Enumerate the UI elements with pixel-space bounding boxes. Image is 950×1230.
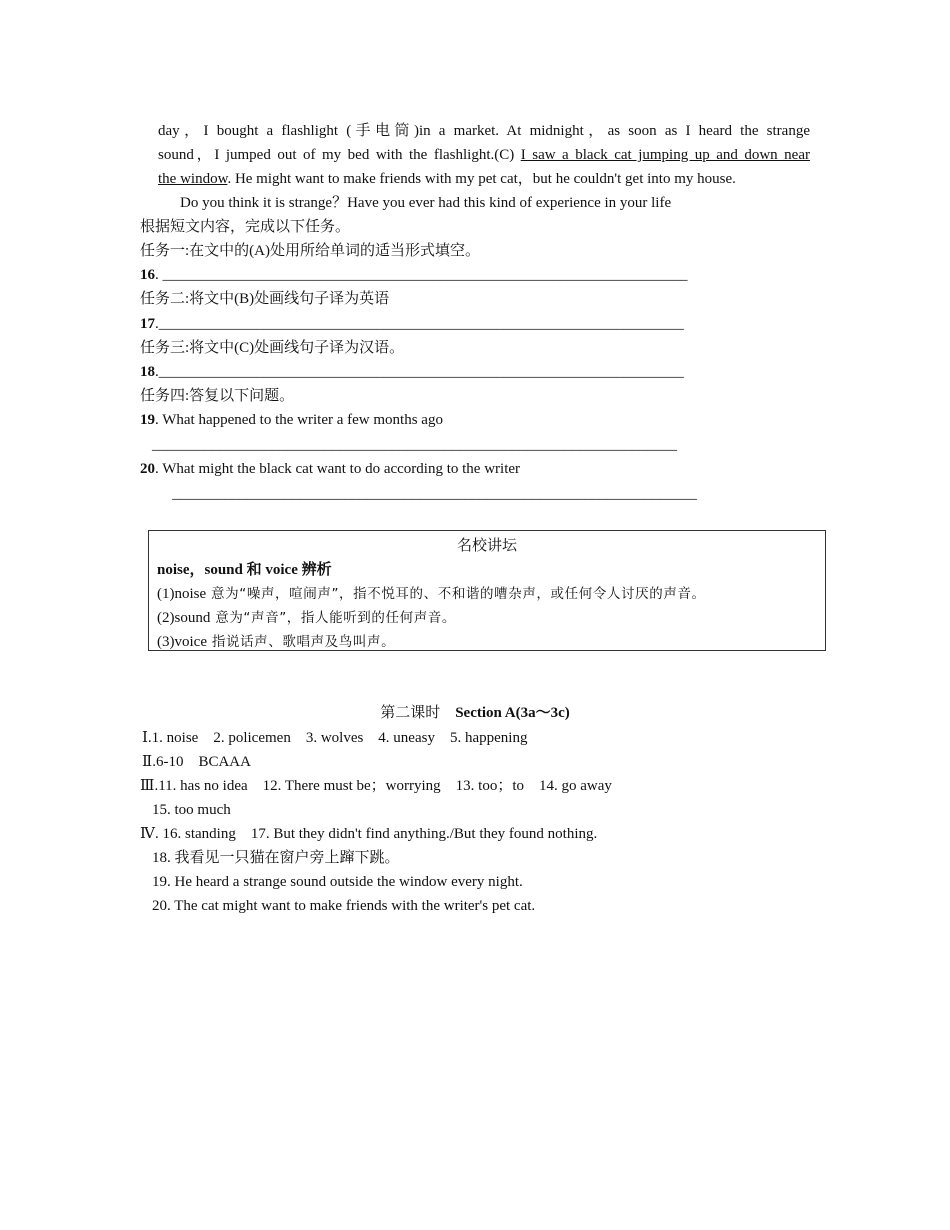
tips-point-1-prefix: (1)noise: [157, 586, 207, 602]
tasks-intro: 根据短文内容，完成以下任务。: [140, 219, 351, 235]
underlined-sentence-c-part-2: the window: [158, 171, 228, 187]
tips-box-point-2: [157, 606, 456, 630]
answer-line-2: Ⅱ.6-10 BCAAA: [142, 754, 251, 770]
passage-line-2-text: sound，I jumped out of my bed with the flashlight.(C): [158, 147, 521, 163]
question-16-blank[interactable]: . ______________________________________________________________________: [155, 267, 688, 283]
answer-line-1: Ⅰ.1. noise 2. policemen 3. wolves 4. uneasy 5. happening: [142, 730, 528, 746]
tips-box-point-1: [157, 582, 706, 606]
answers-title: [0, 701, 950, 725]
tips-box-heading-text: noise，sound 和 voice 辨析: [157, 562, 332, 578]
tips-point-3-text: 指说话声、歌唱声及鸟叫声。: [206, 634, 396, 650]
task-3-instruction: 任务三:将文中(C)处画线句子译为汉语。: [140, 340, 405, 356]
tips-box-title: 名校讲坛: [456, 538, 517, 554]
answer-line-4: Ⅳ. 16. standing 17. But they didn't find anything./But they found nothing.: [140, 826, 598, 842]
answers-title-cn: 第二课时: [380, 705, 441, 721]
tips-box-point-3: [157, 630, 395, 654]
question-19: [140, 408, 443, 432]
answer-line-3: Ⅲ.11. has no idea 12. There must be；worrying 13. too；to 14. go away: [140, 778, 612, 794]
question-18[interactable]: [140, 360, 684, 384]
answer-line-6: 19. He heard a strange sound outside the window every night.: [152, 874, 523, 890]
tips-point-3-prefix: (3)voice: [157, 634, 207, 650]
tips-box: [148, 530, 826, 651]
answers-title-en: Section A(3a～3c): [455, 705, 570, 721]
tips-box-heading: [157, 558, 332, 582]
tips-point-1-text: 意为“噪声，喧闹声”，指不悦耳的、不和谐的嘈杂声，或任何令人讨厌的声音。: [206, 586, 706, 602]
question-17[interactable]: [140, 312, 684, 336]
question-20-text: . What might the black cat want to do according to the writer: [155, 461, 521, 477]
question-19-text: . What happened to the writer a few months ago: [155, 412, 443, 428]
question-17-number: 17: [140, 316, 155, 332]
answer-line-5: 18. 我看见一只猫在窗户旁上蹿下跳。: [152, 850, 400, 866]
question-19-blank[interactable]: ______________________________________________________________________: [152, 437, 677, 453]
question-20: [140, 457, 520, 481]
question-16[interactable]: [140, 263, 688, 287]
passage-line-2: [158, 143, 810, 167]
question-20-number: 20: [140, 461, 155, 477]
task-4-instruction: 任务四:答复以下问题。: [140, 388, 295, 404]
answer-line-3-cont: 15. too much: [152, 802, 231, 818]
answer-line-7: 20. The cat might want to make friends with the writer's pet cat.: [152, 898, 536, 914]
question-20-blank[interactable]: ______________________________________________________________________: [172, 486, 697, 502]
task-2-instruction: 任务二:将文中(B)处画线句子译为英语: [140, 291, 390, 307]
task-1-instruction: 任务一:在文中的(A)处用所给单词的适当形式填空。: [140, 243, 480, 259]
passage-line-3: [158, 167, 736, 191]
question-18-blank[interactable]: .______________________________________________________________________: [155, 364, 684, 380]
passage-line-4: Do you think it is strange？Have you ever had this kind of experience in your life: [180, 195, 672, 211]
question-17-blank[interactable]: .______________________________________________________________________: [155, 316, 684, 332]
passage-line-1: day，I bought a flashlight (手电筒)in a market. At midnight，as soon as I heard the strange: [158, 123, 810, 139]
underlined-sentence-c-part-1: I saw a black cat jumping up and down near: [520, 147, 810, 163]
question-19-number: 19: [140, 412, 155, 428]
passage-line-3-text: . He might want to make friends with my pet cat，but he couldn't get into my house.: [227, 171, 736, 187]
question-16-number: 16: [140, 267, 155, 283]
question-18-number: 18: [140, 364, 155, 380]
tips-point-2-text: 意为“声音”，指人能听到的任何声音。: [210, 610, 457, 626]
tips-point-2-prefix: (2)sound: [157, 610, 211, 626]
